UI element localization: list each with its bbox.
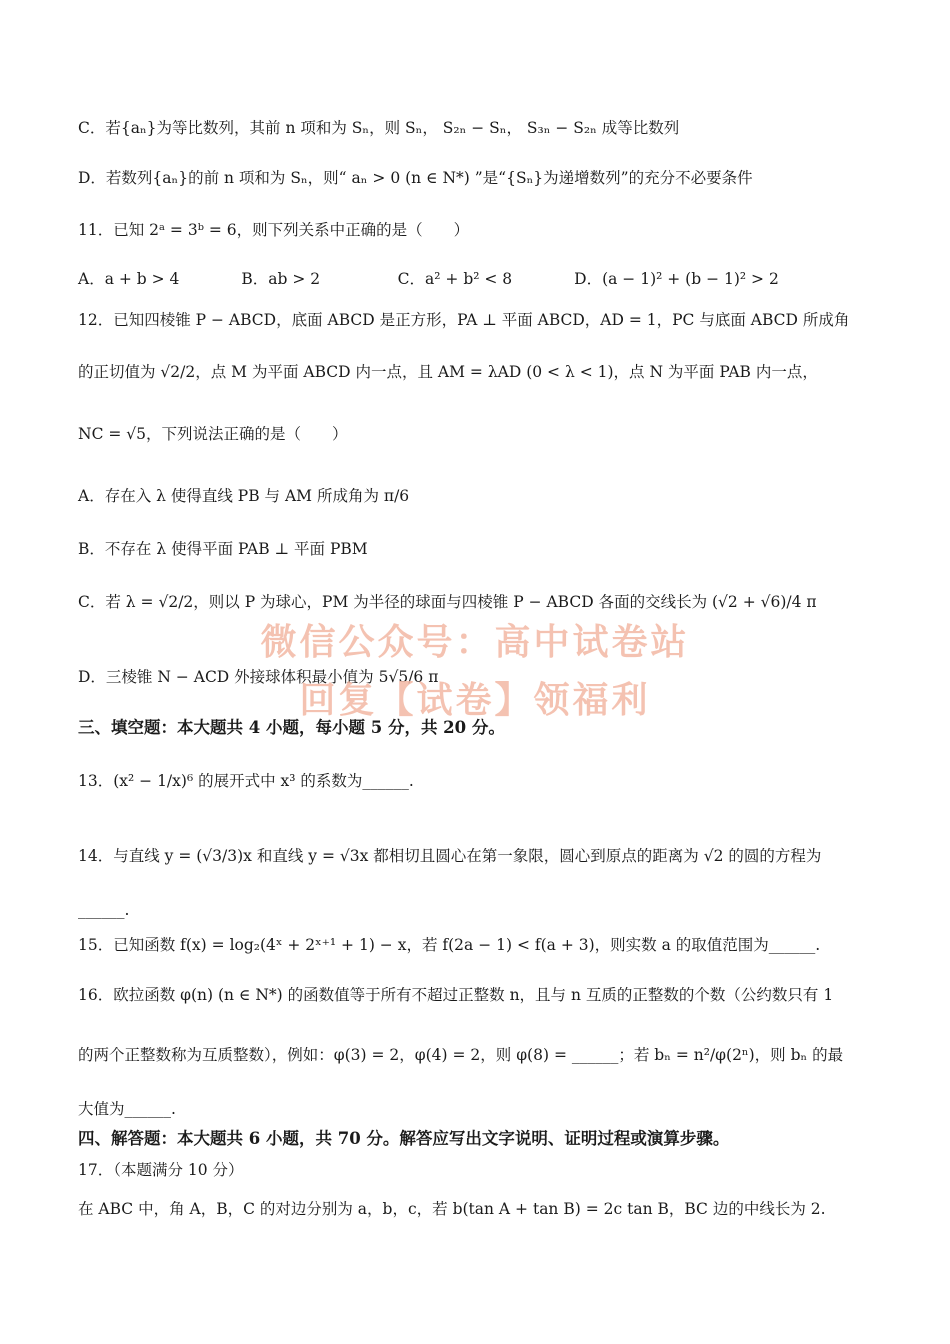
section-3-heading: 三、填空题：本大题共 4 小题，每小题 5 分，共 20 分。 — [78, 718, 505, 737]
question-11-stem: 11．已知 2ᵃ = 3ᵇ = 6，则下列关系中正确的是（ ） — [78, 221, 470, 239]
question-16-line1: 16．欧拉函数 φ(n) (n ∈ N*) 的函数值等于所有不超过正整数 n，且与 n 互质的正整数的个数（公约数只有 1 — [78, 986, 834, 1004]
option-10d: D．若数列{aₙ}的前 n 项和为 Sₙ，则“ aₙ > 0 (n ∈ N*) ”是“{Sₙ}为递增数列”的充分不必要条件 — [78, 169, 753, 187]
watermark-line1: 微信公众号：高中试卷站 — [260, 622, 690, 663]
question-15: 15．已知函数 f(x) = log₂(4ˣ + 2ˣ⁺¹ + 1) − x，若 f(2a − 1) < f(a + 3)，则实数 a 的取值范围为______. — [78, 936, 821, 954]
section-4-heading: 四、解答题：本大题共 6 小题，共 70 分。解答应写出文字说明、证明过程或演算步骤。 — [78, 1129, 730, 1148]
question-12-stem-line2: 的正切值为 √2/2，点 M 为平面 ABCD 内一点，且 AM = λAD (0 < λ < 1)，点 N 为平面 PAB 内一点， — [78, 363, 818, 381]
question-16-line2: 的两个正整数称为互质整数），例如：φ(3) = 2，φ(4) = 2，则 φ(8) = ______；若 bₙ = n²/φ(2ⁿ)，则 bₙ 的最 — [78, 1046, 844, 1064]
option-12a: A．存在入 λ 使得直线 PB 与 AM 所成角为 π/6 — [78, 487, 410, 505]
question-16-line3: 大值为______. — [78, 1100, 176, 1118]
option-12b: B．不存在 λ 使得平面 PAB ⊥ 平面 PBM — [78, 540, 368, 558]
question-12-stem-line1: 12．已知四棱锥 P − ABCD，底面 ABCD 是正方形，PA ⊥ 平面 ABCD，AD = 1，PC 与底面 ABCD 所成角 — [78, 311, 850, 329]
question-12-stem-line3: NC = √5，下列说法正确的是（ ） — [78, 425, 348, 443]
question-17-header: 17．（本题满分 10 分） — [78, 1161, 244, 1179]
watermark-line2: 回复【试卷】领福利 — [299, 680, 651, 721]
question-11-options: A．a + b > 4 B．ab > 2 C．a² + b² < 8 D．(a − 1)² + (b − 1)² > 2 — [78, 270, 779, 288]
question-13: 13．(x² − 1/x)⁶ 的展开式中 x³ 的系数为______. — [78, 772, 414, 790]
option-12d: D．三棱锥 N − ACD 外接球体积最小值为 5√5/6 π — [78, 668, 439, 686]
question-17-stem: 在 ABC 中，角 A，B，C 的对边分别为 a，b，c，若 b(tan A + tan B) = 2c tan B，BC 边的中线长为 2. — [78, 1200, 826, 1218]
question-14-line1: 14．与直线 y = (√3/3)x 和直线 y = √3x 都相切且圆心在第一象限，圆心到原点的距离为 √2 的圆的方程为 — [78, 847, 822, 865]
option-12c: C．若 λ = √2/2，则以 P 为球心，PM 为半径的球面与四棱锥 P − ABCD 各面的交线长为 (√2 + √6)/4 π — [78, 593, 817, 611]
option-10c: C．若{aₙ}为等比数列，其前 n 项和为 Sₙ，则 Sₙ， S₂ₙ − Sₙ， S₃ₙ − S₂ₙ 成等比数列 — [78, 119, 680, 137]
question-14-blank: ______. — [78, 901, 130, 919]
